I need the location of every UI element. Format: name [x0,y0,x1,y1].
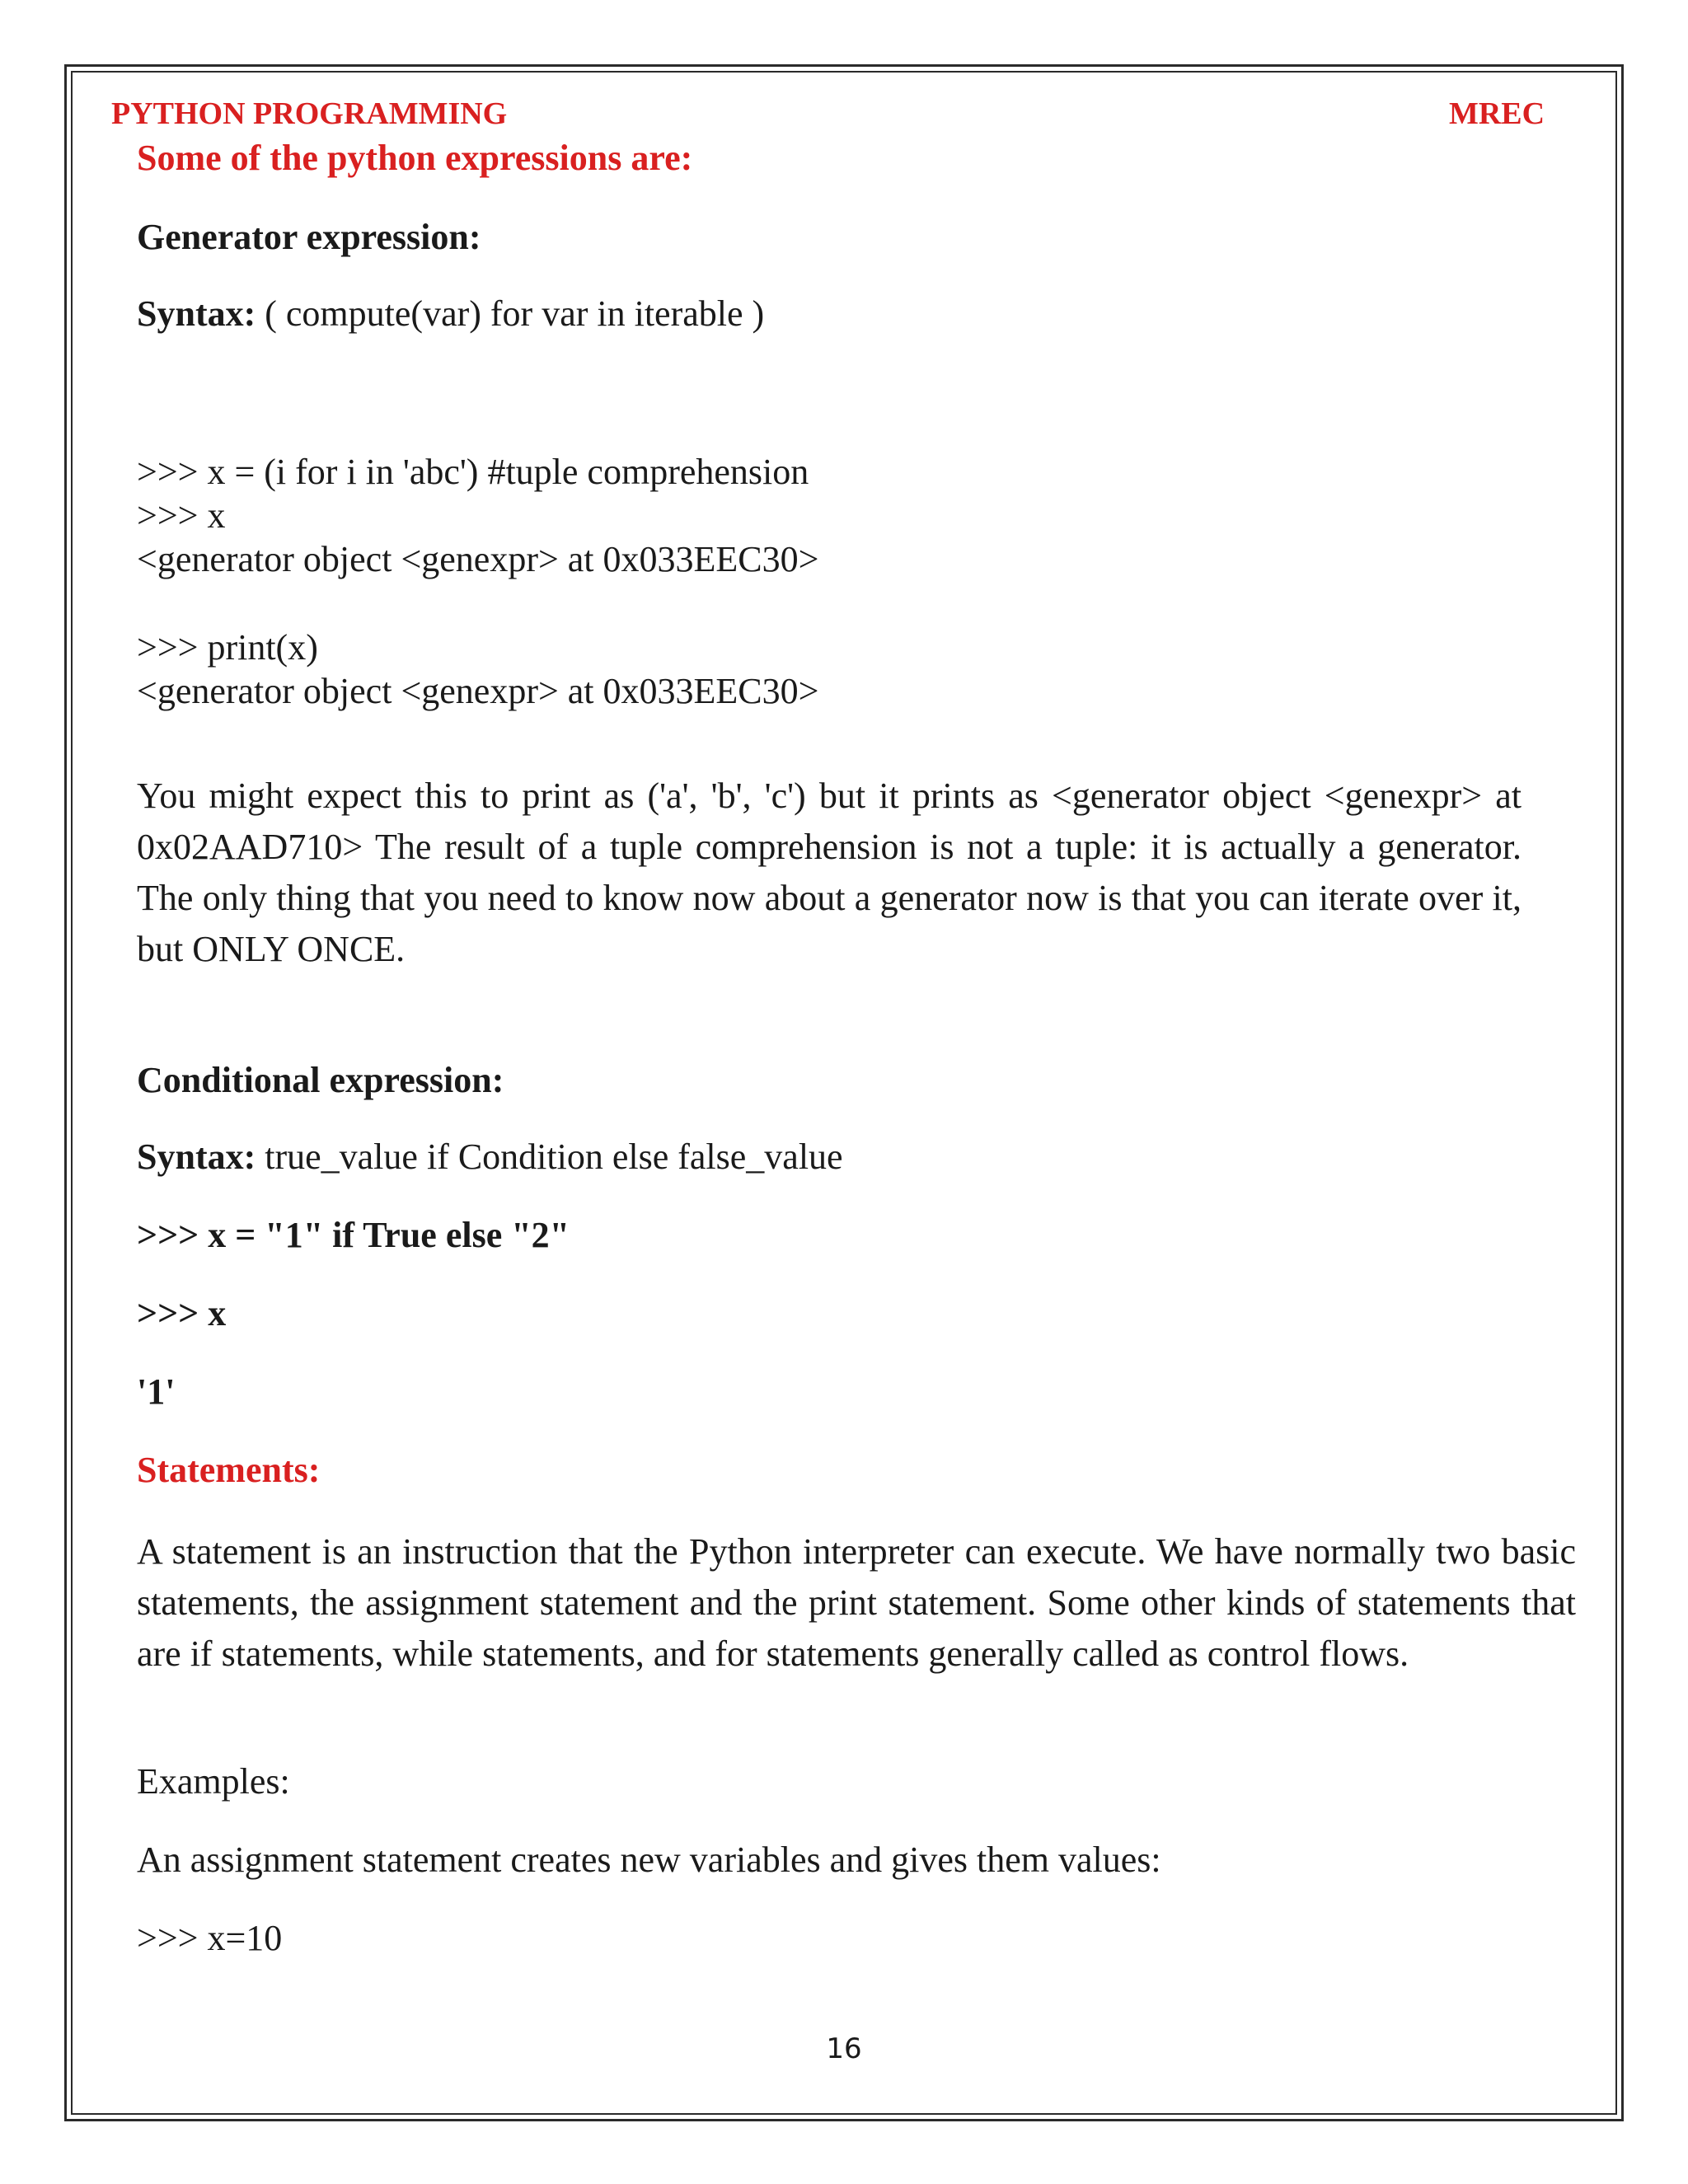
generator-code-line: >>> x = (i for i in 'abc') #tuple comprehension [137,452,809,492]
generator-syntax [137,293,764,336]
conditional-code-line: >>> x = "1" if True else "2" [137,1215,570,1255]
generator-code-line: <generator object <genexpr> at 0x033EEC30> [137,671,819,711]
examples-label: Examples: [137,1761,290,1802]
generator-explanation: You might expect this to print as ('a', 'b', 'c') but it prints as <generator object <genexpr> at 0x02AAD710> The result of a tuple comprehension is not a tuple: it is actually a generator. The only thing that you need to know now about a generator now is that you can iterate over it, but ONLY ONCE. [137,776,1522,969]
conditional-heading: Conditional expression: [137,1060,504,1100]
statements-heading: Statements: [137,1450,321,1490]
generator-syntax-label: Syntax: [137,293,256,334]
header-institution: MREC [1449,96,1545,131]
header-course-title: PYTHON PROGRAMMING [111,96,508,131]
conditional-code-line: >>> x [137,1293,227,1333]
conditional-syntax-label: Syntax: [137,1137,256,1177]
conditional-syntax-text: true_value if Condition else false_value [256,1137,843,1177]
page-number: 16 [826,2032,862,2065]
intro-heading: Some of the python expressions are: [137,138,693,178]
generator-syntax-text: ( compute(var) for var in iterable ) [256,293,765,334]
generator-heading: Generator expression: [137,217,481,257]
conditional-syntax [137,1136,843,1179]
generator-code-line: >>> print(x) [137,627,318,668]
assignment-text: An assignment statement creates new variables and gives them values: [137,1840,1161,1880]
statements-paragraph: A statement is an instruction that the Python interpreter can execute. We have normally two basic statements, the assignment statement and the print statement. Some other kinds of statements that are if statements, while statements, and for statements generally called as control flows. [137,1531,1576,1674]
conditional-code-line: '1' [137,1371,176,1412]
generator-code-line: >>> x [137,495,226,536]
assignment-code: >>> x=10 [137,1918,283,1958]
generator-code-line: <generator object <genexpr> at 0x033EEC30> [137,539,819,579]
